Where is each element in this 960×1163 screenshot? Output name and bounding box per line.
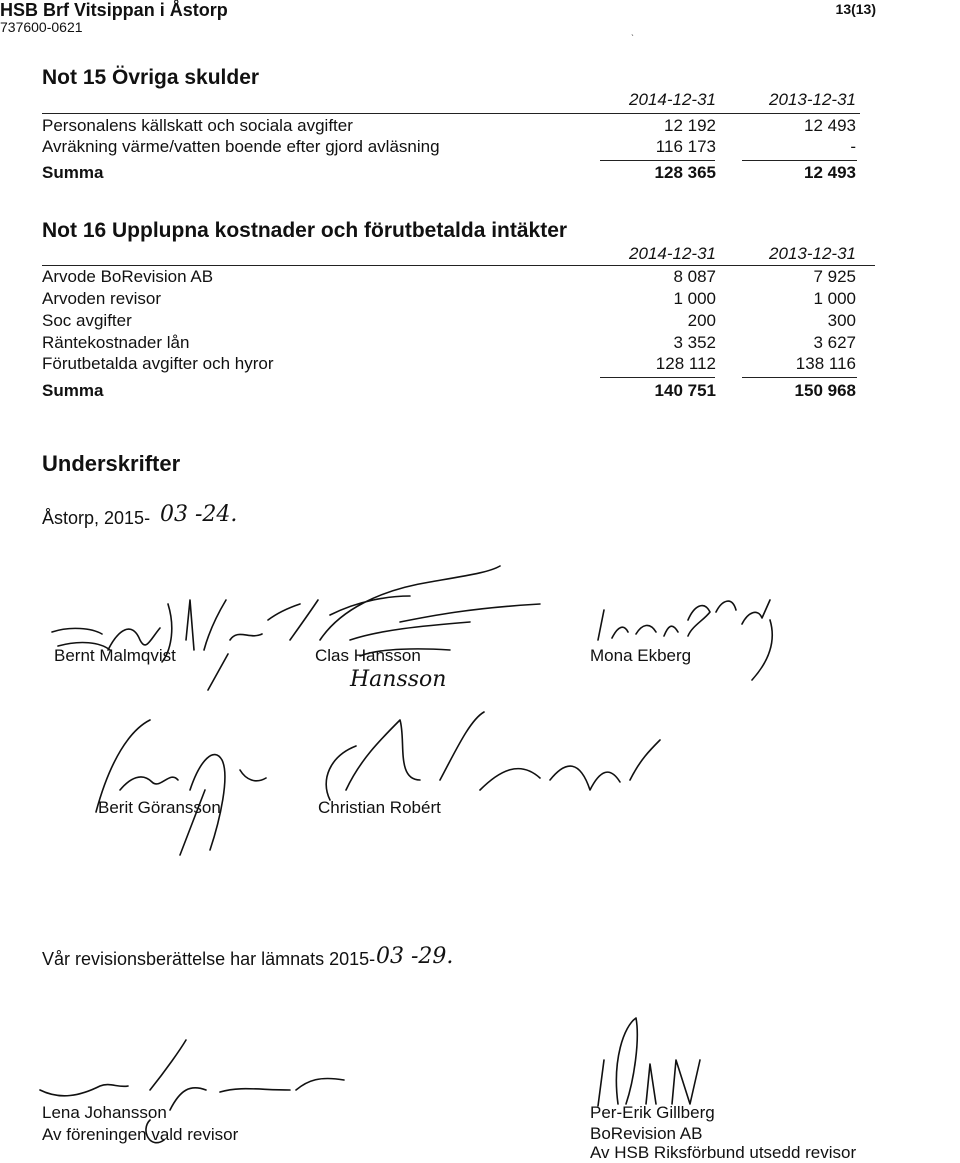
audit-statement-handwritten: 03 -29. [376, 944, 454, 969]
auditor-name: Per-Erik Gillberg [590, 1103, 715, 1122]
note16-row-value-2013: 1 000 [813, 289, 856, 308]
note16-col1-header: 2014-12-31 [629, 244, 716, 263]
note15-row-label: Avräkning värme/vatten boende efter gjord avläsning [42, 137, 440, 156]
note16-row-label: Arvoden revisor [42, 289, 162, 308]
note16-sum-label: Summa [42, 381, 104, 400]
note16-heading: Not 16 Upplupna kostnader och förutbetalda intäkter [42, 219, 568, 242]
note15-heading: Not 15 Övriga skulder [42, 66, 260, 89]
signer-name: Clas Hansson [315, 646, 421, 665]
note15-row-value-2014: 12 192 [664, 116, 716, 135]
note16-rule [42, 265, 875, 266]
note15-sum-rule-2014 [600, 160, 715, 161]
signer-name: Mona Ekberg [590, 646, 692, 665]
note15-row-label: Personalens källskatt och sociala avgifter [42, 116, 353, 135]
note16-row-label: Soc avgifter [42, 311, 132, 330]
org-number: 737600-0621 [0, 19, 83, 35]
signature-per-erik-gillberg [598, 1018, 700, 1106]
note15-rule [42, 113, 860, 114]
signer-name: Berit Göransson [98, 798, 221, 817]
note16-row-value-2014: 1 000 [673, 289, 716, 308]
auditor-role: Av föreningen vald revisor [42, 1125, 239, 1144]
signature-lena-johansson [40, 1040, 344, 1110]
note15-row-value-2013: 12 493 [804, 116, 856, 135]
note15-col2-header: 2013-12-31 [769, 90, 856, 109]
note16-row-value-2014: 200 [687, 311, 716, 330]
note16-sum-rule-2014 [600, 377, 715, 378]
signature-bernt-malmqvist [52, 600, 318, 690]
signer-name: Bernt Malmqvist [54, 646, 176, 665]
place-date-handwritten: 03 -24. [160, 502, 238, 527]
note15-sum-rule-2013 [742, 160, 857, 161]
signer-name: Christian Robért [318, 798, 441, 817]
note16-row-value-2013: 300 [827, 311, 856, 330]
note16-row-label: Arvode BoRevision AB [42, 267, 214, 286]
note16-row-value-2013: 138 116 [795, 354, 856, 373]
auditor-name: Lena Johansson [42, 1103, 167, 1122]
note15-sum-2014: 128 365 [654, 163, 716, 182]
note15-row-value-2013: - [850, 137, 856, 156]
document-title: HSB Brf Vitsippan i Åstorp [0, 0, 228, 20]
signature-christian-robert [326, 712, 660, 800]
signature-berit-goransson [96, 720, 266, 855]
signatures-heading: Underskrifter [42, 451, 181, 476]
auditor-role: Av HSB Riksförbund utsedd revisor [590, 1143, 857, 1162]
note16-sum-2014: 140 751 [654, 381, 716, 400]
signature-mona-ekberg [598, 600, 772, 680]
note15-sum-2013: 12 493 [804, 163, 856, 182]
note16-col2-header: 2013-12-31 [769, 244, 856, 263]
note16-sum-2013: 150 968 [794, 381, 856, 400]
note15-col1-header: 2014-12-31 [629, 90, 716, 109]
note16-row-value-2013: 3 627 [813, 333, 856, 352]
signature-clas-hansson [320, 566, 540, 640]
note16-row-value-2013: 7 925 [813, 267, 856, 286]
handwritten-hansson: Hansson [350, 667, 447, 692]
note16-row-label: Räntekostnader lån [42, 333, 190, 352]
note16-row-value-2014: 3 352 [673, 333, 716, 352]
note16-row-value-2014: 8 087 [673, 267, 716, 286]
note15-row-value-2014: 116 173 [655, 137, 716, 156]
scan-mark: ˎ [631, 26, 635, 37]
auditor-org: BoRevision AB [590, 1124, 703, 1143]
note16-sum-rule-2013 [742, 377, 857, 378]
page-number: 13(13) [835, 1, 876, 17]
note16-row-value-2014: 128 112 [655, 354, 716, 373]
note15-sum-label: Summa [42, 163, 104, 182]
audit-statement-printed: Vår revisionsberättelse har lämnats 2015- [42, 949, 376, 969]
place-date-printed: Åstorp, 2015- [42, 508, 151, 528]
note16-row-label: Förutbetalda avgifter och hyror [42, 354, 274, 373]
